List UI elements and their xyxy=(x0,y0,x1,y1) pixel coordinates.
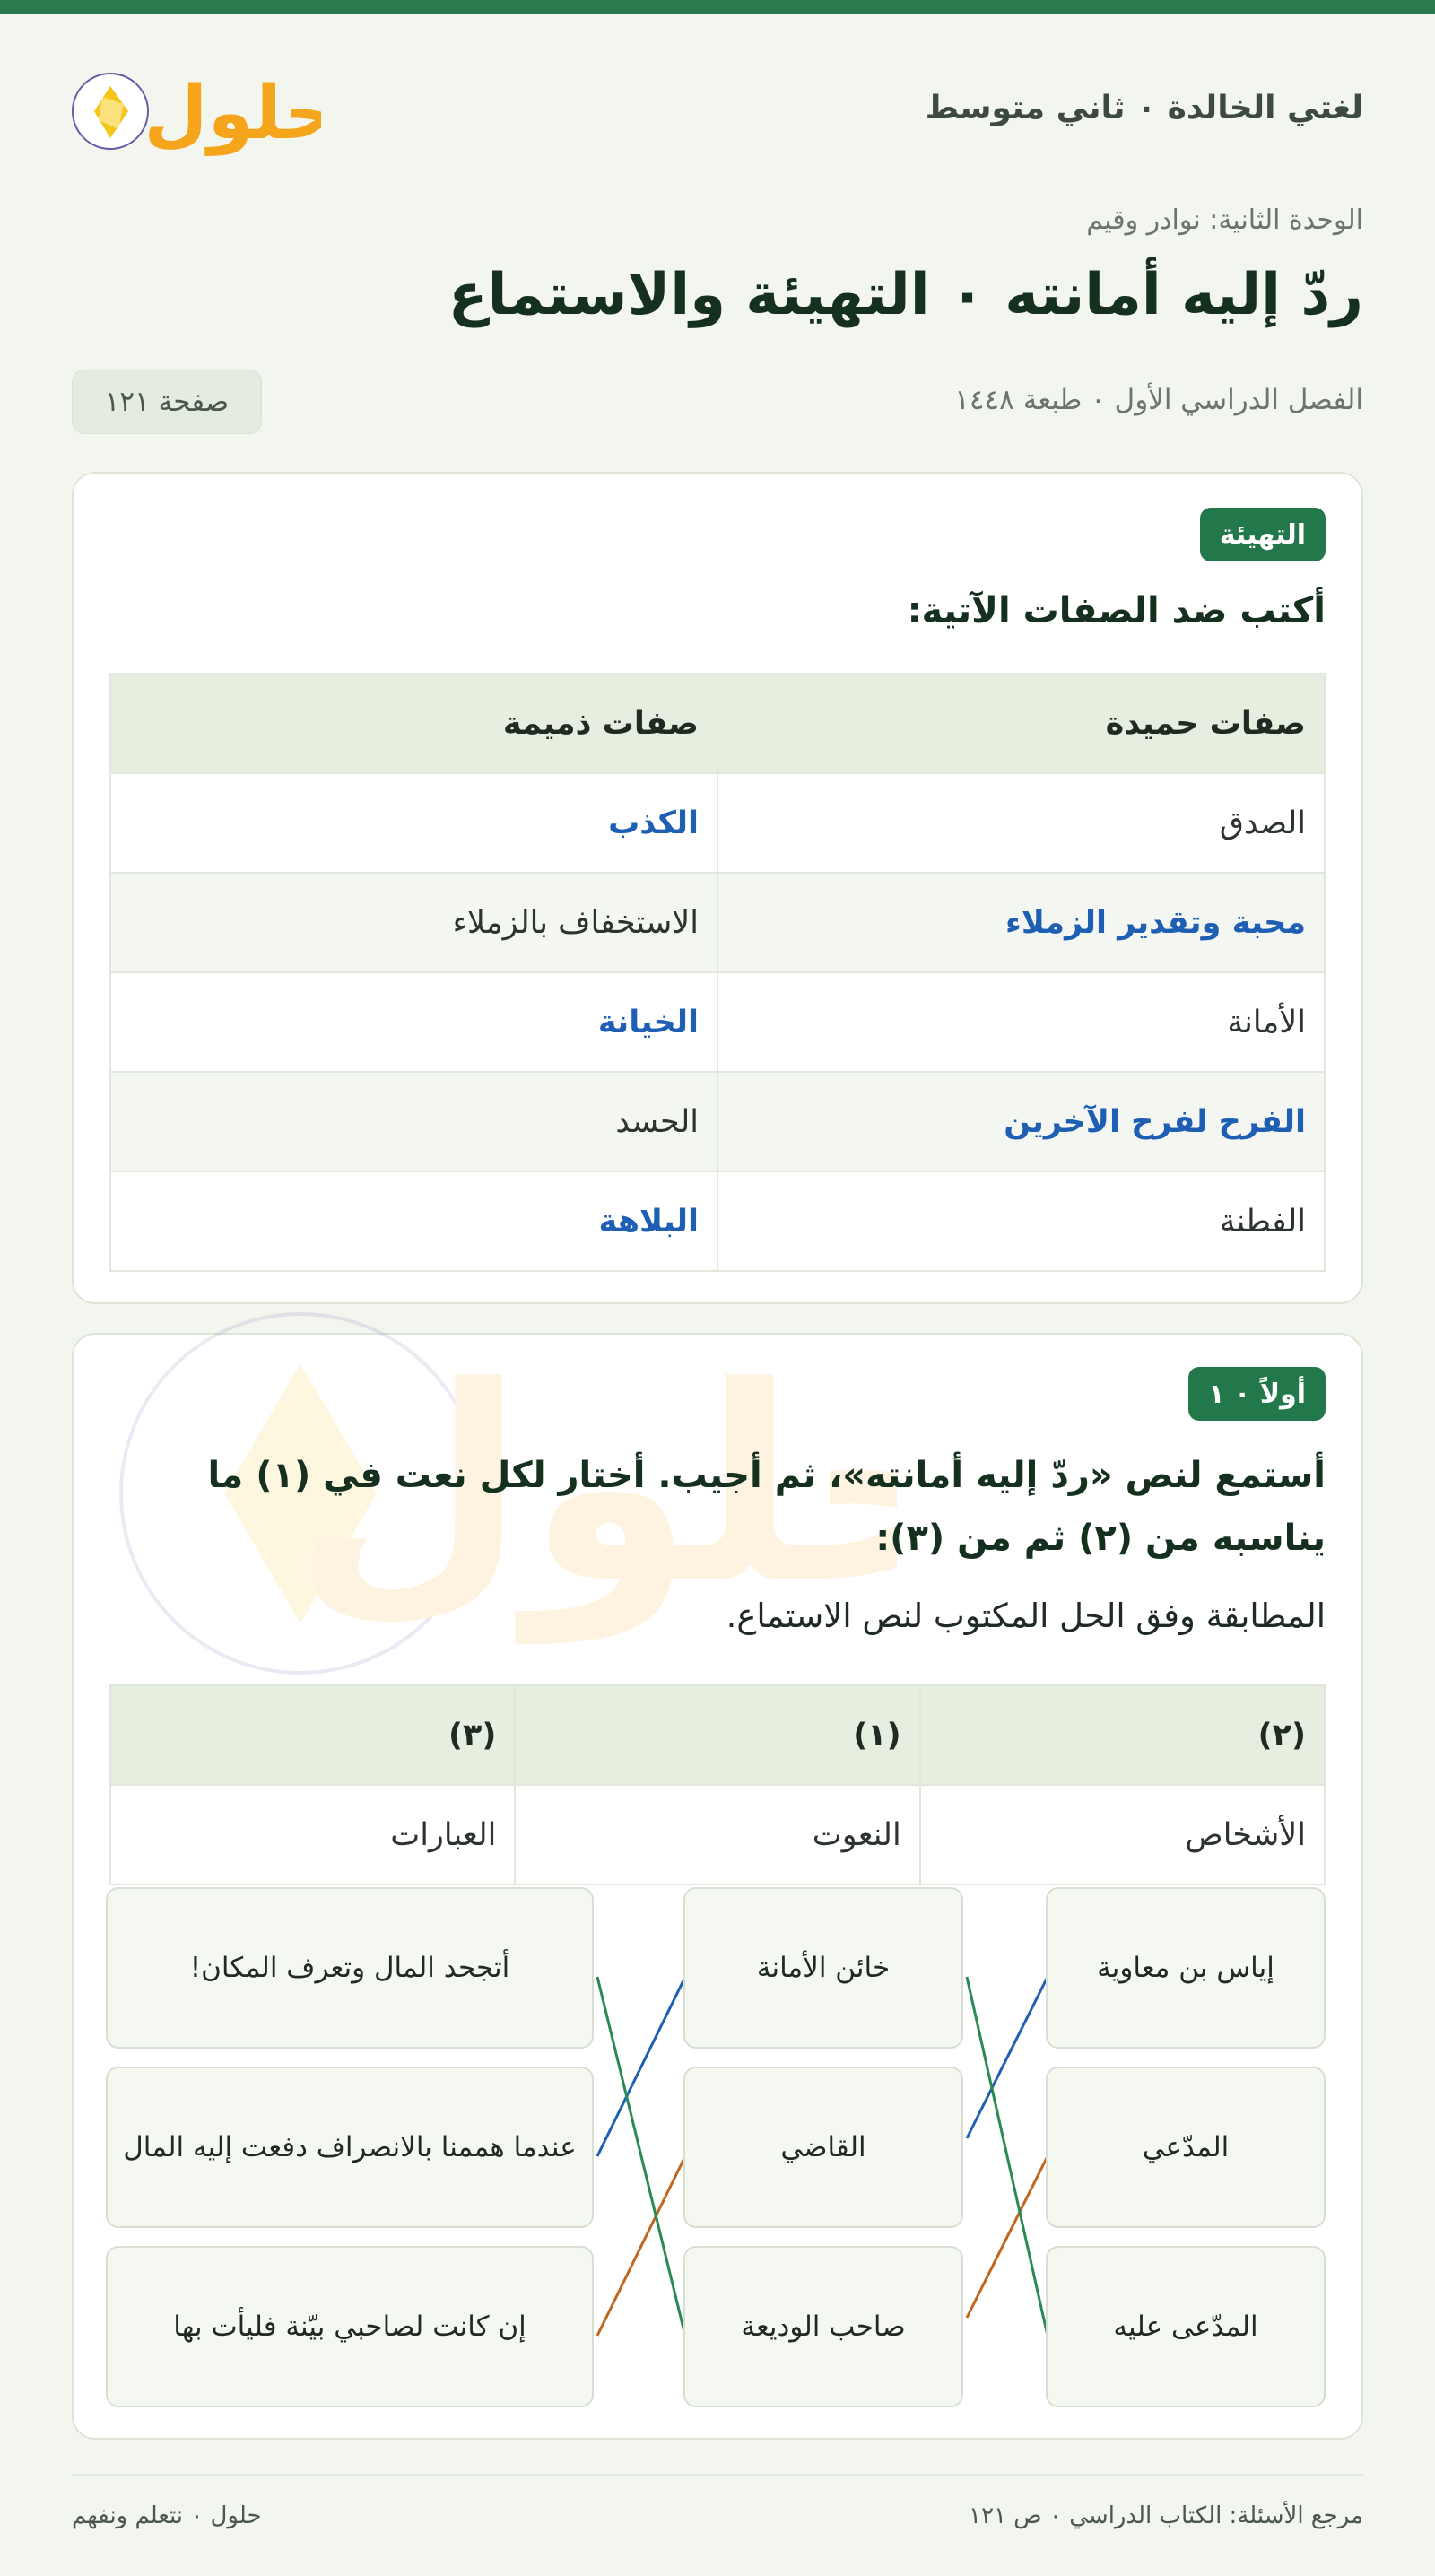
match-line xyxy=(967,2156,1048,2318)
person-box: المدّعى عليه xyxy=(1046,2246,1326,2407)
page-number-badge: صفحة ١٢١ xyxy=(72,370,262,434)
hulool-logo[interactable] xyxy=(70,59,321,167)
adjective-box: خائن الأمانة xyxy=(683,1887,963,2049)
table-row xyxy=(110,1072,1325,1171)
adjectives-label: النعوت xyxy=(515,1785,919,1884)
listening-card xyxy=(72,1333,1363,2440)
warmup-question: أكتب ضد الصفات الآتية: xyxy=(907,590,1326,631)
match-line xyxy=(967,1977,1048,2138)
answer-cell: الكذب xyxy=(110,773,718,873)
section-tag-warmup: التهيئة xyxy=(1200,508,1326,561)
match-line xyxy=(597,2156,685,2336)
match-line xyxy=(597,1977,685,2336)
column-header-2: (٢) xyxy=(920,1685,1325,1785)
good-trait-cell: الصدق xyxy=(718,773,1325,873)
book-name: لغتي الخالدة ٠ ثاني متوسط xyxy=(925,90,1363,126)
table-row xyxy=(110,773,1325,873)
top-accent-bar xyxy=(0,0,1435,14)
column-header-3: (٣) xyxy=(110,1685,515,1785)
answer-cell: الخيانة xyxy=(110,972,718,1072)
antonyms-table xyxy=(109,673,1326,1272)
answer-cell: محبة وتقدير الزملاء xyxy=(718,873,1325,972)
adjective-box: القاضي xyxy=(683,2067,963,2228)
person-box: إياس بن معاوية xyxy=(1046,1887,1326,2049)
footer-brand: حلول ٠ نتعلم ونفهم xyxy=(72,2502,262,2529)
good-trait-cell: الأمانة xyxy=(718,972,1325,1072)
good-trait-cell: الفطنة xyxy=(718,1171,1325,1271)
footer-divider xyxy=(72,2474,1363,2476)
footer-reference: مرجع الأسئلة: الكتاب الدراسي ٠ ص ١٢١ xyxy=(969,2502,1363,2529)
section-tag-listening: أولاً ٠ ١ xyxy=(1188,1367,1326,1421)
match-line xyxy=(597,1977,685,2156)
answer-cell: البلاهة xyxy=(110,1171,718,1271)
listening-question: أستمع لنص «ردّ إليه أمانته»، ثم أجيب. أختار لكل نعت في (١) ما يناسبه من (٢) ثم من (٣): xyxy=(207,1455,1326,1559)
phrases-label: العبارات xyxy=(110,1785,515,1884)
column-header-bad: صفات ذميمة xyxy=(110,674,718,773)
bad-trait-cell: الحسد xyxy=(110,1072,718,1171)
unit-label: الوحدة الثانية: نوادر وقيم xyxy=(1086,205,1363,236)
person-box: المدّعي xyxy=(1046,2067,1326,2228)
column-header-1: (١) xyxy=(515,1685,919,1785)
table-row xyxy=(110,873,1325,972)
logo-mark xyxy=(70,59,321,167)
table-row xyxy=(110,972,1325,1072)
people-label: الأشخاص xyxy=(920,1785,1325,1884)
table-row xyxy=(110,1171,1325,1271)
column-header-good: صفات حميدة xyxy=(718,674,1325,773)
phrase-box: إن كانت لصاحبي بيّنة فليأت بها xyxy=(106,2246,594,2407)
logo-wordmark: حلول xyxy=(144,71,321,156)
match-line xyxy=(967,1977,1048,2336)
matching-note: المطابقة وفق الحل المكتوب لنص الاستماع. xyxy=(726,1597,1326,1635)
adjective-box: صاحب الوديعة xyxy=(683,2246,963,2407)
page-title: ردّ إليه أمانته ٠ التهيئة والاستماع xyxy=(448,262,1363,328)
answer-cell: الفرح لفرح الآخرين xyxy=(718,1072,1325,1171)
phrase-box: عندما هممنا بالانصراف دفعت إليه المال xyxy=(106,2067,594,2228)
bad-trait-cell: الاستخفاف بالزملاء xyxy=(110,873,718,972)
term-label: الفصل الدراسي الأول ٠ طبعة ١٤٤٨ xyxy=(954,384,1363,416)
phrase-box: أتجحد المال وتعرف المكان! xyxy=(106,1887,594,2049)
warmup-card xyxy=(72,472,1363,1304)
